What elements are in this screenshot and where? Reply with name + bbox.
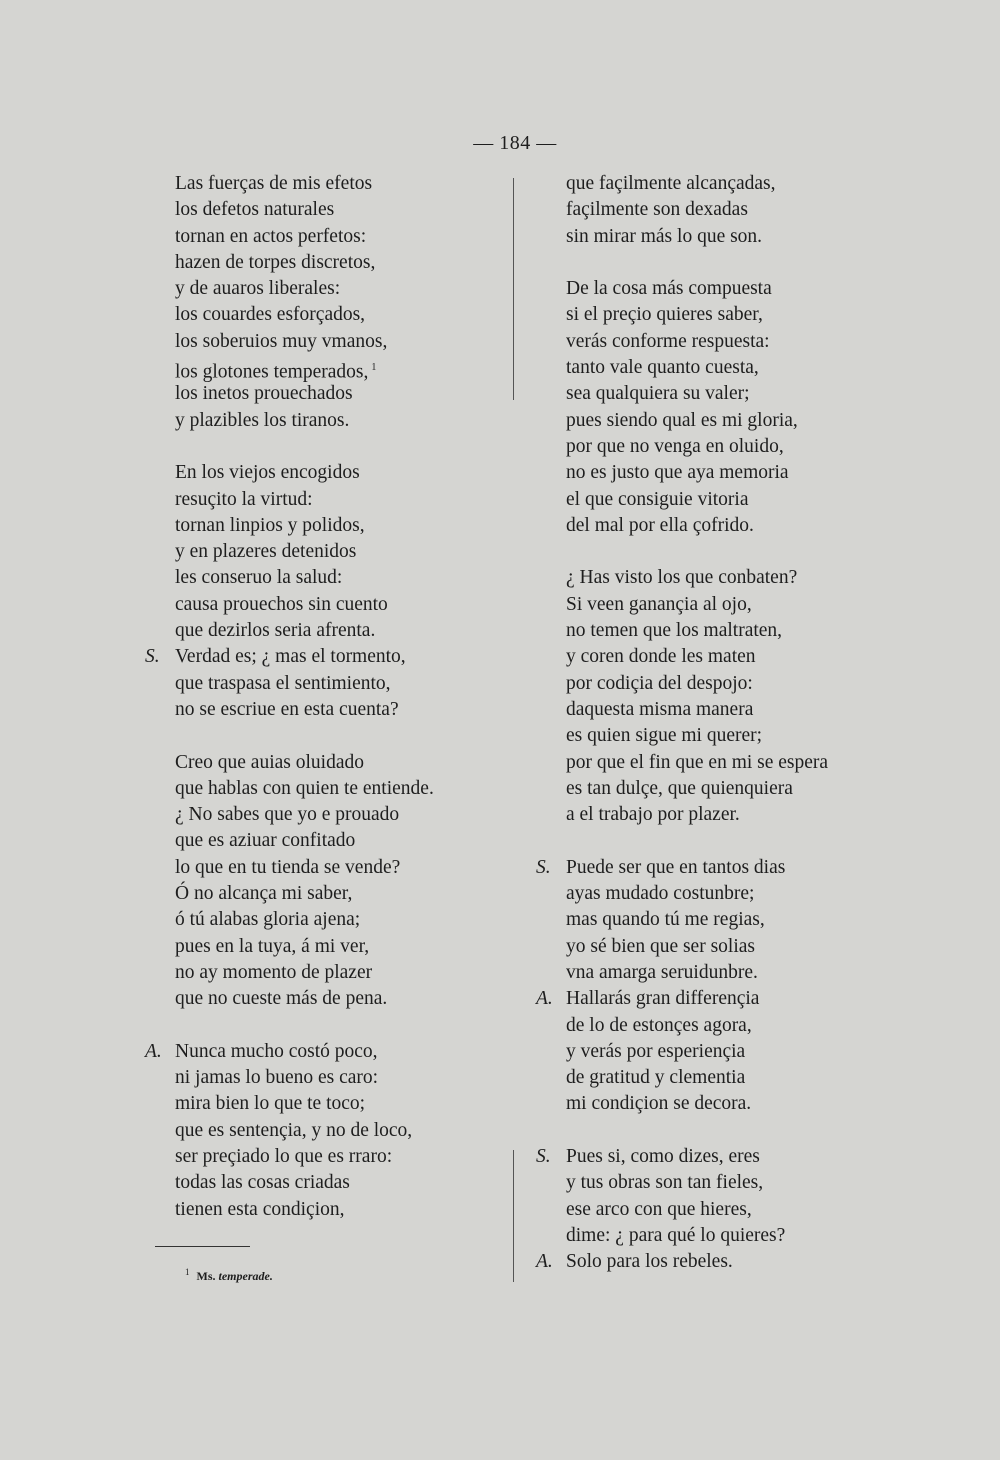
verse-line — [536, 1013, 896, 1039]
verse-text: hazen de torpes discretos, — [175, 251, 376, 273]
verse-text: no ay momento de plazer — [175, 961, 373, 983]
verse-text: que dezirlos seria afrenta. — [175, 620, 376, 642]
verse-text: de lo de estonçes agora, — [566, 1014, 752, 1036]
verse-text: tienen esta condiçion, — [175, 1198, 345, 1220]
verse-text: ó tú alabas gloria ajena; — [175, 909, 361, 931]
verse-text: y de auaros liberales: — [175, 278, 341, 300]
verse-line — [536, 697, 896, 723]
speaker-marker: A. — [536, 988, 553, 1010]
stanza-gap — [145, 1013, 505, 1039]
verse-line — [536, 986, 896, 1012]
verse-text: y verás por esperiençia — [566, 1040, 746, 1062]
verse-text: sea qualquiera su valer; — [566, 383, 750, 405]
verse-text: ni jamas lo bueno es caro: — [175, 1067, 379, 1089]
verse-line — [536, 907, 896, 933]
verse-line — [145, 960, 505, 986]
verse-line — [536, 408, 896, 434]
speaker-marker: S. — [536, 856, 551, 878]
verse-line — [145, 671, 505, 697]
verse-line — [536, 644, 896, 670]
column-divider-lower — [513, 1150, 514, 1282]
verse-line — [536, 1249, 896, 1275]
stanza-gap — [536, 828, 896, 854]
verse-line — [145, 1091, 505, 1117]
verse-text: los defetos naturales — [175, 199, 335, 221]
right-verse-column — [536, 171, 896, 1275]
verse-line — [536, 592, 896, 618]
verse-text: no es justo que aya memoria — [566, 462, 789, 484]
verse-text: no temen que los maltraten, — [566, 620, 783, 642]
verse-text: mira bien lo que te toco; — [175, 1093, 366, 1115]
verse-text: y tus obras son tan fieles, — [566, 1172, 764, 1194]
speaker-marker: S. — [145, 646, 160, 668]
verse-text: por que no venga en oluido, — [566, 435, 784, 457]
verse-line — [145, 986, 505, 1012]
footnote-rule — [155, 1246, 250, 1247]
verse-text: tornan linpios y polidos, — [175, 514, 365, 536]
verse-line — [145, 618, 505, 644]
verse-text: lo que en tu tienda se vende? — [175, 856, 401, 878]
verse-text: que no cueste más de pena. — [175, 988, 388, 1010]
verse-line — [145, 171, 505, 197]
verse-line — [145, 828, 505, 854]
verse-text: Hallarás gran differençia — [566, 988, 760, 1010]
verse-text: que façilmente alcançadas, — [566, 173, 776, 194]
verse-text: que traspasa el sentimiento, — [175, 672, 391, 694]
verse-line — [145, 250, 505, 276]
verse-line — [536, 934, 896, 960]
verse-text: de gratitud y clementia — [566, 1067, 746, 1089]
verse-line — [145, 1065, 505, 1091]
verse-text: que es sentençia, y no de loco, — [175, 1119, 413, 1141]
verse-text: no se escriue en esta cuenta? — [175, 698, 399, 720]
footnote-reference: 1 — [371, 362, 377, 374]
verse-line — [145, 881, 505, 907]
verse-text: Solo para los rebeles. — [566, 1251, 733, 1273]
verse-line — [536, 329, 896, 355]
verse-line — [536, 381, 896, 407]
verse-text: pues siendo qual es mi gloria, — [566, 409, 798, 431]
verse-text: tornan en actos perfetos: — [175, 225, 367, 247]
verse-line — [536, 434, 896, 460]
verse-line — [145, 750, 505, 776]
verse-line — [145, 487, 505, 513]
verse-text: Nunca mucho costó poco, — [175, 1040, 378, 1062]
verse-line — [145, 934, 505, 960]
verse-text: por que el fin que en mi se espera — [566, 751, 829, 773]
speaker-marker: A. — [145, 1040, 162, 1062]
verse-text: y coren donde les maten — [566, 646, 756, 668]
verse-line — [536, 671, 896, 697]
verse-text: ser preçiado lo que es rraro: — [175, 1145, 393, 1167]
verse-text: Ó no alcança mi saber, — [175, 883, 353, 905]
verse-line — [145, 1039, 505, 1065]
verse-text: por codiçia del despojo: — [566, 672, 753, 694]
column-divider-upper — [513, 178, 514, 400]
verse-line — [145, 565, 505, 591]
verse-text: Las fuerças de mis efetos — [175, 173, 373, 194]
verse-line — [145, 1170, 505, 1196]
verse-line — [145, 855, 505, 881]
verse-text: y plazibles los tiranos. — [175, 409, 350, 431]
verse-text: verás conforme respuesta: — [566, 330, 770, 352]
verse-text: yo sé bien que ser solias — [566, 935, 756, 957]
verse-text: Si veen ganançia al ojo, — [566, 593, 752, 615]
verse-line — [536, 881, 896, 907]
stanza-gap — [536, 539, 896, 565]
footnote — [185, 1267, 273, 1284]
verse-text: les conseruo la salud: — [175, 567, 343, 589]
verse-text: sin mirar más lo que son. — [566, 225, 763, 247]
verse-text: Creo que auias oluidado — [175, 751, 364, 773]
verse-text: ese arco con que hieres, — [566, 1198, 752, 1220]
verse-line — [536, 276, 896, 302]
footnote-label: Ms. — [196, 1269, 216, 1283]
verse-text: del mal por ella çofrido. — [566, 514, 754, 536]
verse-text: si el preçio quieres saber, — [566, 304, 763, 326]
verse-line — [145, 302, 505, 328]
verse-text: los couardes esforçados, — [175, 304, 366, 326]
verse-line — [145, 1118, 505, 1144]
verse-line — [145, 460, 505, 486]
verse-line — [536, 355, 896, 381]
verse-text: façilmente son dexadas — [566, 199, 748, 221]
verse-line — [145, 644, 505, 670]
verse-line — [145, 776, 505, 802]
verse-text: daquesta misma manera — [566, 698, 754, 720]
verse-line — [145, 329, 505, 355]
verse-text: Puede ser que en tantos dias — [566, 856, 786, 878]
verse-line — [145, 355, 505, 381]
verse-text: ¿ No sabes que yo e prouado — [175, 804, 400, 826]
stanza-gap — [536, 250, 896, 276]
verse-line — [145, 907, 505, 933]
verse-line — [536, 855, 896, 881]
verse-text: los glotones temperados, — [175, 361, 369, 383]
verse-line — [536, 1091, 896, 1117]
verse-text: a el trabajo por plazer. — [566, 804, 740, 826]
verse-line — [145, 513, 505, 539]
verse-text: el que consiguie vitoria — [566, 488, 749, 510]
verse-line — [536, 513, 896, 539]
stanza-gap — [145, 723, 505, 749]
verse-text: vna amarga seruidunbre. — [566, 961, 758, 983]
verse-line — [145, 381, 505, 407]
verse-line — [536, 1039, 896, 1065]
verse-line — [536, 776, 896, 802]
footnote-mark: 1 — [185, 1267, 190, 1277]
verse-line — [536, 1170, 896, 1196]
verse-line — [145, 276, 505, 302]
verse-text: En los viejos encogidos — [175, 462, 360, 484]
verse-line — [145, 802, 505, 828]
left-verse-column — [145, 171, 505, 1223]
verse-text: dime: ¿ para qué lo quieres? — [566, 1224, 786, 1246]
speaker-marker: S. — [536, 1145, 551, 1167]
verse-text: Pues si, como dizes, eres — [566, 1145, 760, 1167]
verse-line — [536, 1144, 896, 1170]
verse-line — [145, 697, 505, 723]
verse-line — [145, 1144, 505, 1170]
verse-text: De la cosa más compuesta — [566, 278, 772, 300]
verse-line — [145, 408, 505, 434]
verse-line — [145, 197, 505, 223]
verse-text: pues en la tuya, á mi ver, — [175, 935, 370, 957]
verse-text: ayas mudado costunbre; — [566, 883, 755, 905]
stanza-gap — [536, 1118, 896, 1144]
page-number: — 184 — — [473, 132, 557, 154]
verse-line — [536, 302, 896, 328]
verse-text: y en plazeres detenidos — [175, 541, 357, 563]
verse-text: los inetos prouechados — [175, 383, 353, 405]
verse-text: resuçito la virtud: — [175, 488, 313, 510]
verse-line — [536, 224, 896, 250]
verse-line — [145, 592, 505, 618]
verse-text: tanto vale quanto cuesta, — [566, 357, 759, 379]
verse-text: los soberuios muy vmanos, — [175, 330, 388, 352]
verse-line — [145, 224, 505, 250]
verse-line — [145, 539, 505, 565]
verse-line — [536, 750, 896, 776]
footnote-word: temperade. — [218, 1269, 273, 1283]
verse-line — [536, 1197, 896, 1223]
verse-text: todas las cosas criadas — [175, 1172, 350, 1194]
speaker-marker: A. — [536, 1251, 553, 1273]
verse-line — [536, 197, 896, 223]
verse-line — [536, 960, 896, 986]
verse-text: mi condiçion se decora. — [566, 1093, 752, 1115]
stanza-gap — [145, 434, 505, 460]
verse-line — [145, 1197, 505, 1223]
verse-line — [536, 1223, 896, 1249]
verse-text: mas quando tú me regias, — [566, 909, 765, 931]
verse-text: que hablas con quien te entiende. — [175, 777, 434, 799]
verse-text: causa prouechos sin cuento — [175, 593, 388, 615]
verse-text: es tan dulçe, que quienquiera — [566, 777, 793, 799]
verse-text: es quien sigue mi querer; — [566, 725, 763, 747]
verse-line — [536, 723, 896, 749]
verse-line — [536, 618, 896, 644]
verse-line — [536, 565, 896, 591]
verse-text: ¿ Has visto los que conbaten? — [566, 567, 798, 589]
verse-line — [536, 802, 896, 828]
verse-line — [536, 487, 896, 513]
verse-line — [536, 460, 896, 486]
verse-text: que es aziuar confitado — [175, 830, 356, 852]
verse-text: Verdad es; ¿ mas el tormento, — [175, 646, 406, 668]
verse-line — [536, 171, 896, 197]
verse-line — [536, 1065, 896, 1091]
